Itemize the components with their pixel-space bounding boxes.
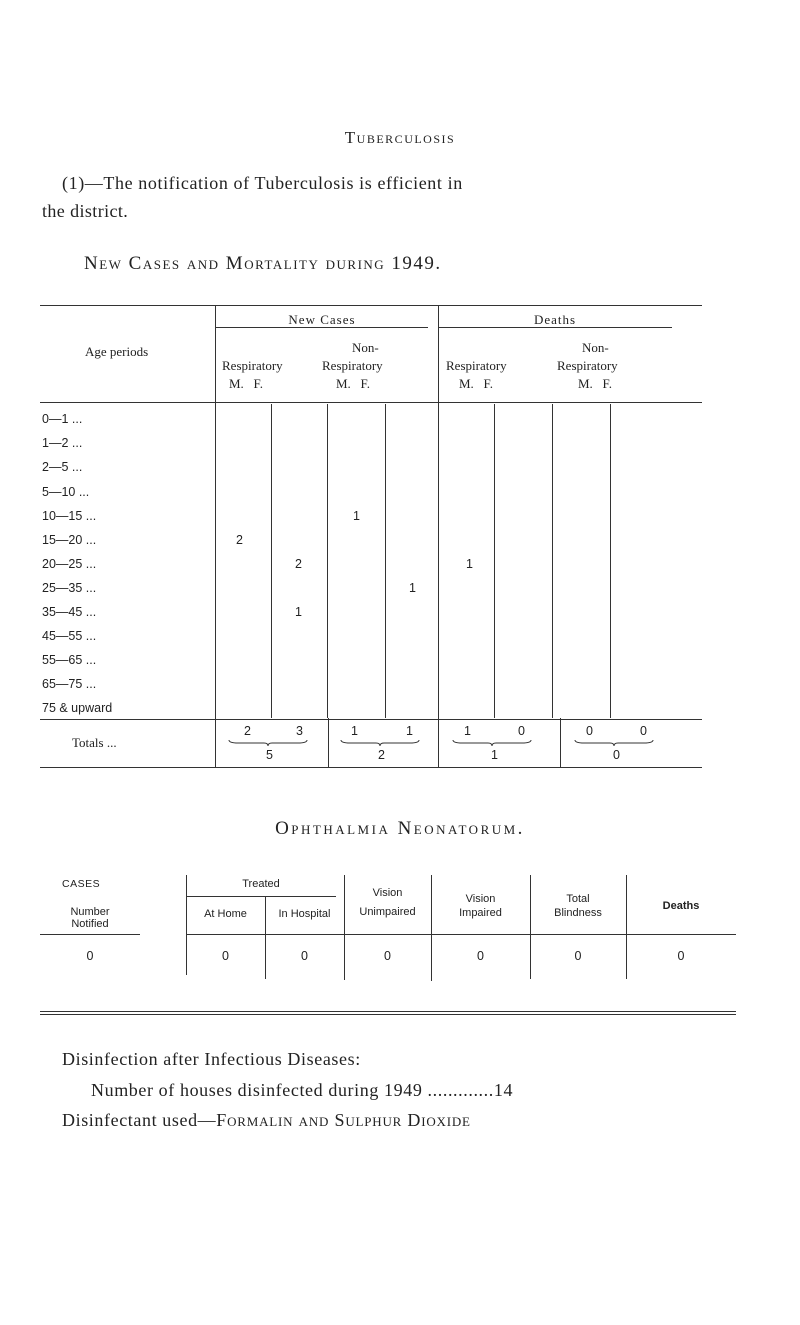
total-nc-nonresp-m: 1	[351, 724, 358, 738]
value-at-home: 0	[222, 949, 229, 963]
total-nc-resp-m: 2	[244, 724, 251, 738]
total-d-nonresp-m: 0	[586, 724, 593, 738]
value-deaths: 0	[677, 949, 685, 963]
nc-resp-mf: M. F.	[229, 376, 263, 391]
vision-unimpaired-header-2: Unimpaired	[359, 906, 416, 918]
total-nc-nonresp-sum: 2	[378, 748, 385, 762]
age-row: 0—1 ...	[42, 412, 83, 426]
d-respiratory-header: Respiratory	[446, 358, 507, 373]
brace-icon	[452, 739, 532, 747]
cell-nc-nonresp-m-10-15: 1	[353, 509, 360, 523]
d-nonresp-mf: M. F.	[578, 376, 612, 391]
d-non-header: Non-	[582, 340, 609, 355]
total-d-resp-sum: 1	[491, 748, 498, 762]
age-row: 20—25 ...	[42, 557, 97, 571]
ophthalmia-title: Ophthalmia Neonatorum.	[275, 818, 525, 839]
disinfectant-used-value: Formalin and Sulphur Dioxide	[216, 1110, 471, 1130]
age-row: 2—5 ...	[42, 460, 83, 474]
cell-d-resp-m-20-25: 1	[466, 557, 473, 571]
number-notified-header-2: Notified	[71, 918, 109, 930]
d-non-respiratory-header: Respiratory	[557, 358, 618, 373]
disinfection-heading: Disinfection after Infectious Diseases:	[62, 1049, 361, 1069]
age-row: 65—75 ...	[42, 677, 97, 691]
age-row: 35—45 ...	[42, 605, 97, 619]
value-vision-impaired: 0	[477, 949, 484, 963]
age-row: 10—15 ...	[42, 509, 97, 523]
nc-non-respiratory-header: Respiratory	[322, 358, 383, 373]
in-hospital-header: In Hospital	[278, 908, 331, 920]
age-row: 1—2 ...	[42, 436, 83, 450]
value-total-blindness: 0	[574, 949, 582, 963]
brace-icon	[228, 739, 308, 747]
disinfectant-used-prefix: Disinfectant used—	[62, 1110, 217, 1130]
total-d-nonresp-f: 0	[640, 724, 647, 738]
total-d-resp-f: 0	[518, 724, 525, 738]
intro-line-1: (1)—The notification of Tuberculosis is efficient in	[62, 173, 463, 193]
brace-icon	[340, 739, 420, 747]
value-number-notified: 0	[86, 949, 94, 963]
age-row: 15—20 ...	[42, 533, 97, 547]
age-periods-header: Age periods	[85, 344, 149, 359]
age-row: 45—55 ...	[42, 629, 97, 643]
deaths-header-oph: Deaths	[662, 900, 700, 912]
intro-line-2: the district.	[42, 201, 129, 221]
cell-nc-resp-f-35-45: 1	[295, 605, 302, 619]
nc-respiratory-header: Respiratory	[222, 358, 283, 373]
number-notified-header-1: Number	[70, 906, 110, 918]
cell-nc-resp-f-20-25: 2	[295, 557, 302, 571]
deaths-header: Deaths	[533, 312, 577, 327]
age-row: 55—65 ...	[42, 653, 97, 667]
total-nc-resp-f: 3	[296, 724, 303, 738]
vision-unimpaired-header-1: Vision	[372, 887, 403, 899]
tb-table-title: New Cases and Mortality during 1949.	[84, 253, 442, 274]
age-row: 75 & upward	[42, 701, 113, 715]
value-vision-unimpaired: 0	[384, 949, 391, 963]
total-blindness-header-2: Blindness	[554, 907, 602, 919]
nc-non-header: Non-	[352, 340, 379, 355]
new-cases-header: New Cases	[288, 312, 356, 327]
at-home-header: At Home	[204, 908, 247, 920]
vision-impaired-header-2: Impaired	[459, 907, 502, 919]
total-nc-resp-sum: 5	[266, 748, 273, 762]
total-d-resp-m: 1	[464, 724, 471, 738]
cell-nc-resp-m-15-20: 2	[236, 533, 243, 547]
total-d-nonresp-sum: 0	[613, 748, 620, 762]
disinfectant-used-line	[62, 1110, 471, 1131]
total-blindness-header-1: Total	[566, 893, 590, 905]
nc-nonresp-mf: M. F.	[336, 376, 370, 391]
cell-nc-nonresp-f-25-35: 1	[409, 581, 416, 595]
treated-header: Treated	[242, 878, 280, 890]
disinfection-houses-line: Number of houses disinfected during 1949 .............14	[91, 1080, 514, 1100]
brace-icon	[574, 739, 654, 747]
totals-label: Totals ...	[72, 735, 117, 750]
total-nc-nonresp-f: 1	[406, 724, 413, 738]
age-row: 5—10 ...	[42, 485, 90, 499]
age-row: 25—35 ...	[42, 581, 97, 595]
value-in-hospital: 0	[301, 949, 308, 963]
cases-header: CASES	[62, 878, 101, 890]
d-resp-mf: M. F.	[459, 376, 493, 391]
page-title: Tuberculosis	[344, 128, 456, 147]
vision-impaired-header-1: Vision	[465, 893, 496, 905]
